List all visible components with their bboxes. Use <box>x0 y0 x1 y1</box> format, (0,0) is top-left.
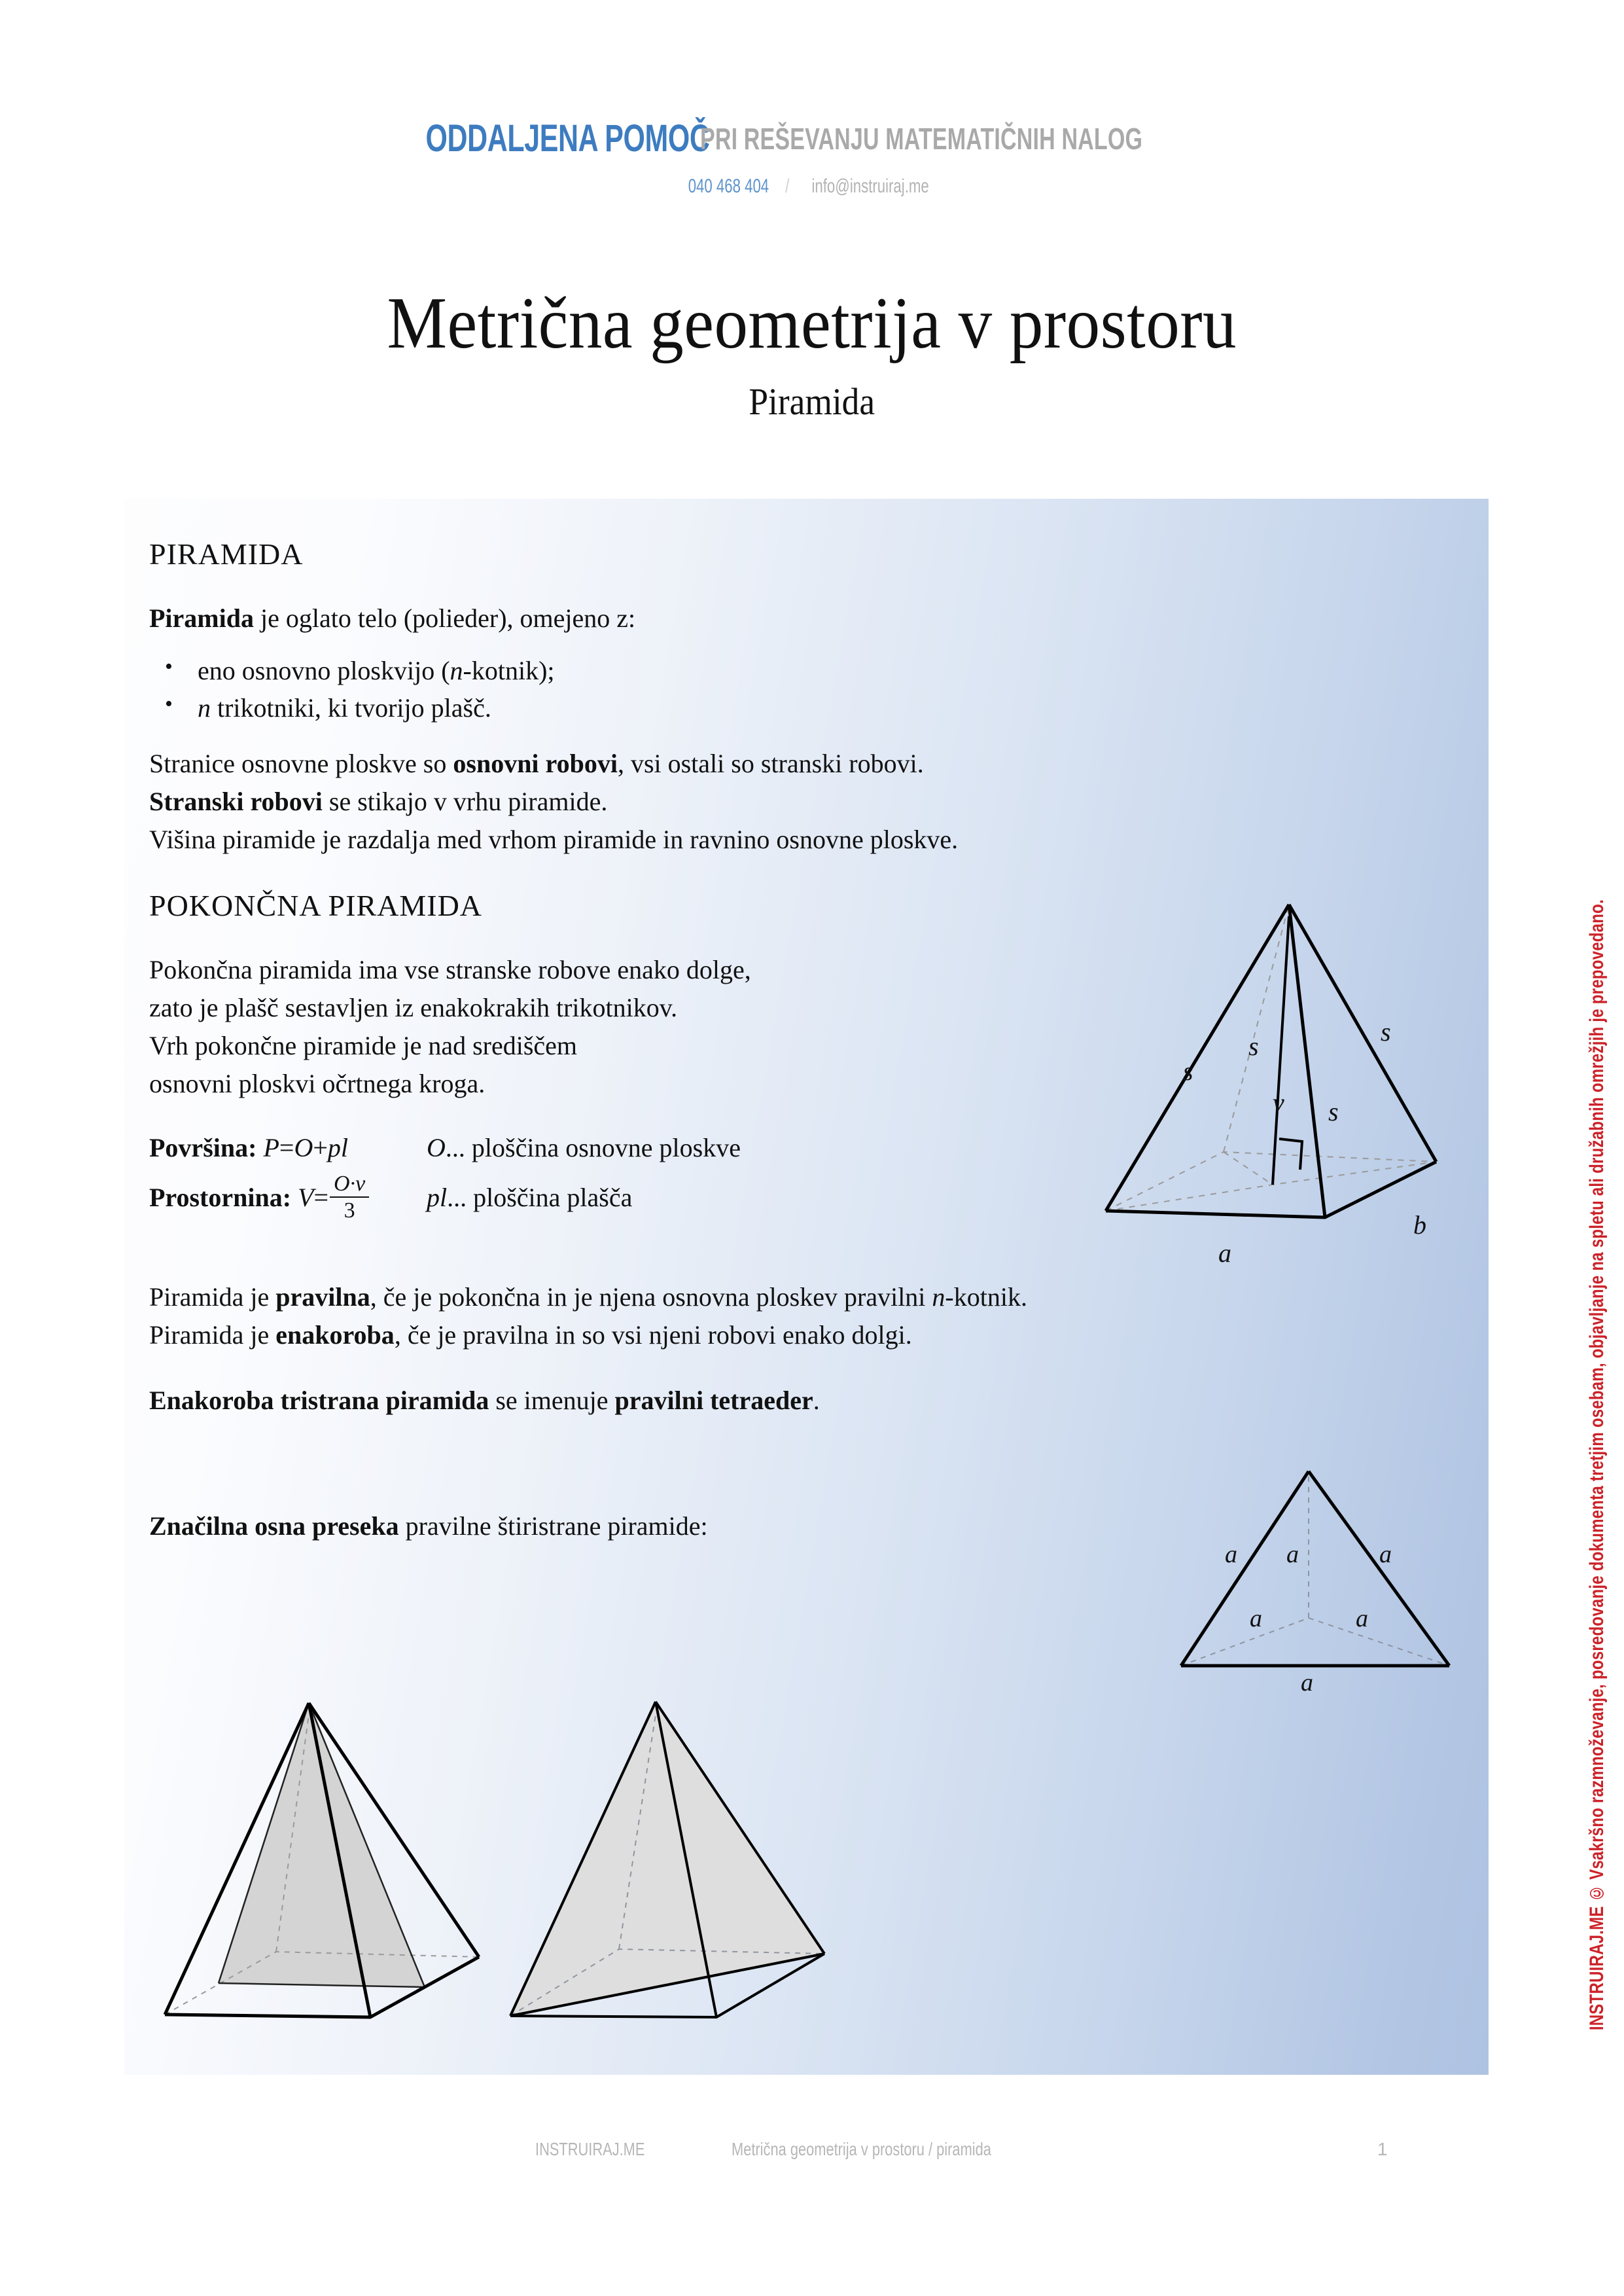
figure-osni-presek-2 <box>484 1656 851 2026</box>
pravilna-part-a: Piramida je <box>149 1282 276 1312</box>
section-heading-pokoncna-text: POKONČNA PIRAMIDA <box>149 888 483 922</box>
section-heading-pokoncna <box>149 888 1170 923</box>
label-a-baseleft: a <box>1250 1605 1262 1632</box>
label-a-right: a <box>1379 1541 1392 1568</box>
term-enakoroba: enakoroba <box>275 1319 395 1350</box>
email-address[interactable]: info@instruiraj.me <box>811 175 930 197</box>
contact-separator: / <box>785 175 790 197</box>
paragraph-pokoncna-2 <box>149 991 1170 1025</box>
paragraph-osna-preseka <box>149 1509 1170 1543</box>
legend-text-O: ... ploščina osnovne ploskve <box>445 1132 741 1162</box>
legend-text-pl: ... ploščina plašča <box>447 1182 633 1212</box>
definition-rest: je oglato telo (polieder), omejeno z: <box>253 603 636 633</box>
paragraph-osnovni-robovi <box>149 747 1170 781</box>
label-s-right: s <box>1381 1017 1391 1047</box>
brand-name: ODDALJENA POMOČ <box>425 117 710 160</box>
term-enakoroba-tristrana: Enakoroba tristrana piramida <box>149 1385 489 1415</box>
label-a-mid: a <box>1286 1541 1299 1568</box>
enakoroba-part-b: , če je pravilna in so vsi njeni robovi enako dolgi. <box>394 1319 912 1350</box>
p2-rest: se stikajo v vrhu piramide. <box>322 786 608 816</box>
term-stranski-robovi: Stranski robovi <box>149 786 323 816</box>
label-s-front: s <box>1328 1097 1339 1126</box>
label-povrsina: Površina: <box>149 1132 257 1162</box>
paragraph-definition <box>149 601 1170 636</box>
paragraph-pokoncna-4 <box>149 1067 1170 1101</box>
section-heading-piramida <box>149 537 1170 571</box>
formula-povrsina <box>149 1132 427 1163</box>
bullet2-part-b: trikotniki, ki tvorijo plašč. <box>211 692 491 723</box>
contact-line <box>0 175 1624 198</box>
fraction-numerator: O·v <box>334 1171 366 1196</box>
term-pravilna: pravilna <box>275 1282 370 1312</box>
legend-symbol-pl: pl <box>427 1182 448 1212</box>
formula-row-prostornina <box>149 1172 1170 1223</box>
bullet1-part-b: -kotnik); <box>463 656 555 685</box>
bullet1-variable-n: n <box>450 656 463 685</box>
paragraph-stranski-robovi <box>149 785 1170 819</box>
legend-pl <box>427 1182 632 1213</box>
bullet1-part-a: eno osnovno ploskvijo ( <box>198 656 450 685</box>
term-znacilna-osna-preseka: Značilna osna preseka <box>149 1511 399 1541</box>
formula-row-povrsina <box>149 1132 1170 1163</box>
p3-text: Višina piramide je razdalja med vrhom piramide in ravnino osnovne ploskve. <box>149 824 959 854</box>
page-subtitle <box>0 380 1624 423</box>
legend-O <box>427 1132 741 1163</box>
footer-site: INSTRUIRAJ.ME <box>535 2139 645 2159</box>
plus-sign: + <box>313 1132 328 1162</box>
label-a-bottom: a <box>1301 1669 1313 1695</box>
main-content <box>149 537 1170 1560</box>
formula-prostornina <box>149 1172 427 1223</box>
spacer <box>149 1369 1170 1384</box>
paragraph-pokoncna-1 <box>149 953 1170 987</box>
p1-part-b: , vsi ostali so stranski robovi. <box>617 748 924 778</box>
pokoncna-line2: zato je plašč sestavljen iz enakokrakih trikotnikov. <box>149 992 678 1022</box>
enakoroba-part-a: Piramida je <box>149 1319 276 1350</box>
pokoncna-line3: Vrh pokončne piramide je nad središčem <box>149 1030 578 1060</box>
figure-osni-presek-1 <box>131 1656 497 2026</box>
term-osnovni-robovi: osnovni robovi <box>453 748 618 778</box>
phone-number[interactable]: 040 468 404 <box>688 175 769 197</box>
bullet2-variable-n: n <box>198 692 211 723</box>
figure-pravilni-tetraeder <box>1152 1433 1466 1698</box>
copyright-text: INSTRUIRAJ.ME © Vsakršno razmnoževanje, posredovanje dokumenta tretjim osebam, objavljanje na spletu ali družabnih omrežjih je prepovedano. <box>1586 899 1608 2030</box>
spacer <box>149 1435 1170 1483</box>
fraction-denominator: 3 <box>344 1198 355 1223</box>
pokoncna-line4: osnovni ploskvi očrtnega kroga. <box>149 1068 485 1098</box>
brand-header <box>0 117 1624 160</box>
list-item <box>149 653 1170 690</box>
label-prostornina: Prostornina: <box>149 1182 292 1212</box>
label-a-left: a <box>1225 1541 1237 1568</box>
spacer <box>149 1232 1170 1280</box>
label-s-left: s <box>1183 1056 1193 1086</box>
spacer <box>149 1483 1170 1509</box>
figure-pokoncna-piramida <box>1073 877 1466 1286</box>
fraction-volume <box>330 1172 369 1223</box>
spacer <box>149 1118 1170 1132</box>
symbol-V: V <box>298 1182 314 1212</box>
tetraeder-end: . <box>813 1385 820 1415</box>
paragraph-visina <box>149 823 1170 857</box>
list-item <box>149 690 1170 727</box>
page-title-text: Metrična geometrija v prostoru <box>387 283 1237 364</box>
equals-sign-2: = <box>313 1182 329 1212</box>
section-heading-piramida-text: PIRAMIDA <box>149 537 304 571</box>
pravilna-part-c: -kotnik. <box>945 1282 1027 1312</box>
p1-part-a: Stranice osnovne ploskve so <box>149 748 453 778</box>
pravilna-variable-n: n <box>932 1282 945 1312</box>
footer-page-number: 1 <box>1377 2139 1388 2159</box>
label-a-baseright: a <box>1356 1605 1368 1632</box>
label-v: v <box>1273 1088 1284 1117</box>
copyright-notice <box>1586 758 1608 2172</box>
paragraph-enakoroba <box>149 1318 1170 1352</box>
footer-doc-title: Metrična geometrija v prostoru / piramida <box>732 2139 991 2159</box>
legend-symbol-O: O <box>427 1132 446 1162</box>
page-subtitle-text: Piramida <box>749 380 875 423</box>
spacer <box>149 874 1170 888</box>
paragraph-pokoncna-3 <box>149 1029 1170 1063</box>
symbol-pl: pl <box>327 1132 349 1162</box>
label-a: a <box>1218 1238 1231 1268</box>
equals-sign: = <box>279 1132 294 1162</box>
symbol-O: O <box>294 1132 313 1162</box>
brand-tagline: PRI REŠEVANJU MATEMATIČNIH NALOG <box>700 121 1143 156</box>
tetraeder-mid: se imenuje <box>489 1385 615 1415</box>
paragraph-pravilna <box>149 1280 1170 1314</box>
label-s-inner: s <box>1248 1031 1259 1061</box>
label-b: b <box>1413 1210 1426 1240</box>
paragraph-tetraeder <box>149 1384 1170 1418</box>
definition-list <box>149 653 1170 727</box>
brand-line <box>326 117 1298 160</box>
osna-preseka-rest: pravilne štiristrane piramide: <box>398 1511 708 1541</box>
term-piramida: Piramida <box>149 603 254 633</box>
pokoncna-line1: Pokončna piramida ima vse stranske robove enako dolge, <box>149 954 751 984</box>
term-pravilni-tetraeder: pravilni tetraeder <box>614 1385 813 1415</box>
pravilna-part-b: , če je pokončna in je njena osnovna ploskev pravilni <box>370 1282 932 1312</box>
page-title <box>0 281 1624 366</box>
symbol-P: P <box>263 1132 279 1162</box>
